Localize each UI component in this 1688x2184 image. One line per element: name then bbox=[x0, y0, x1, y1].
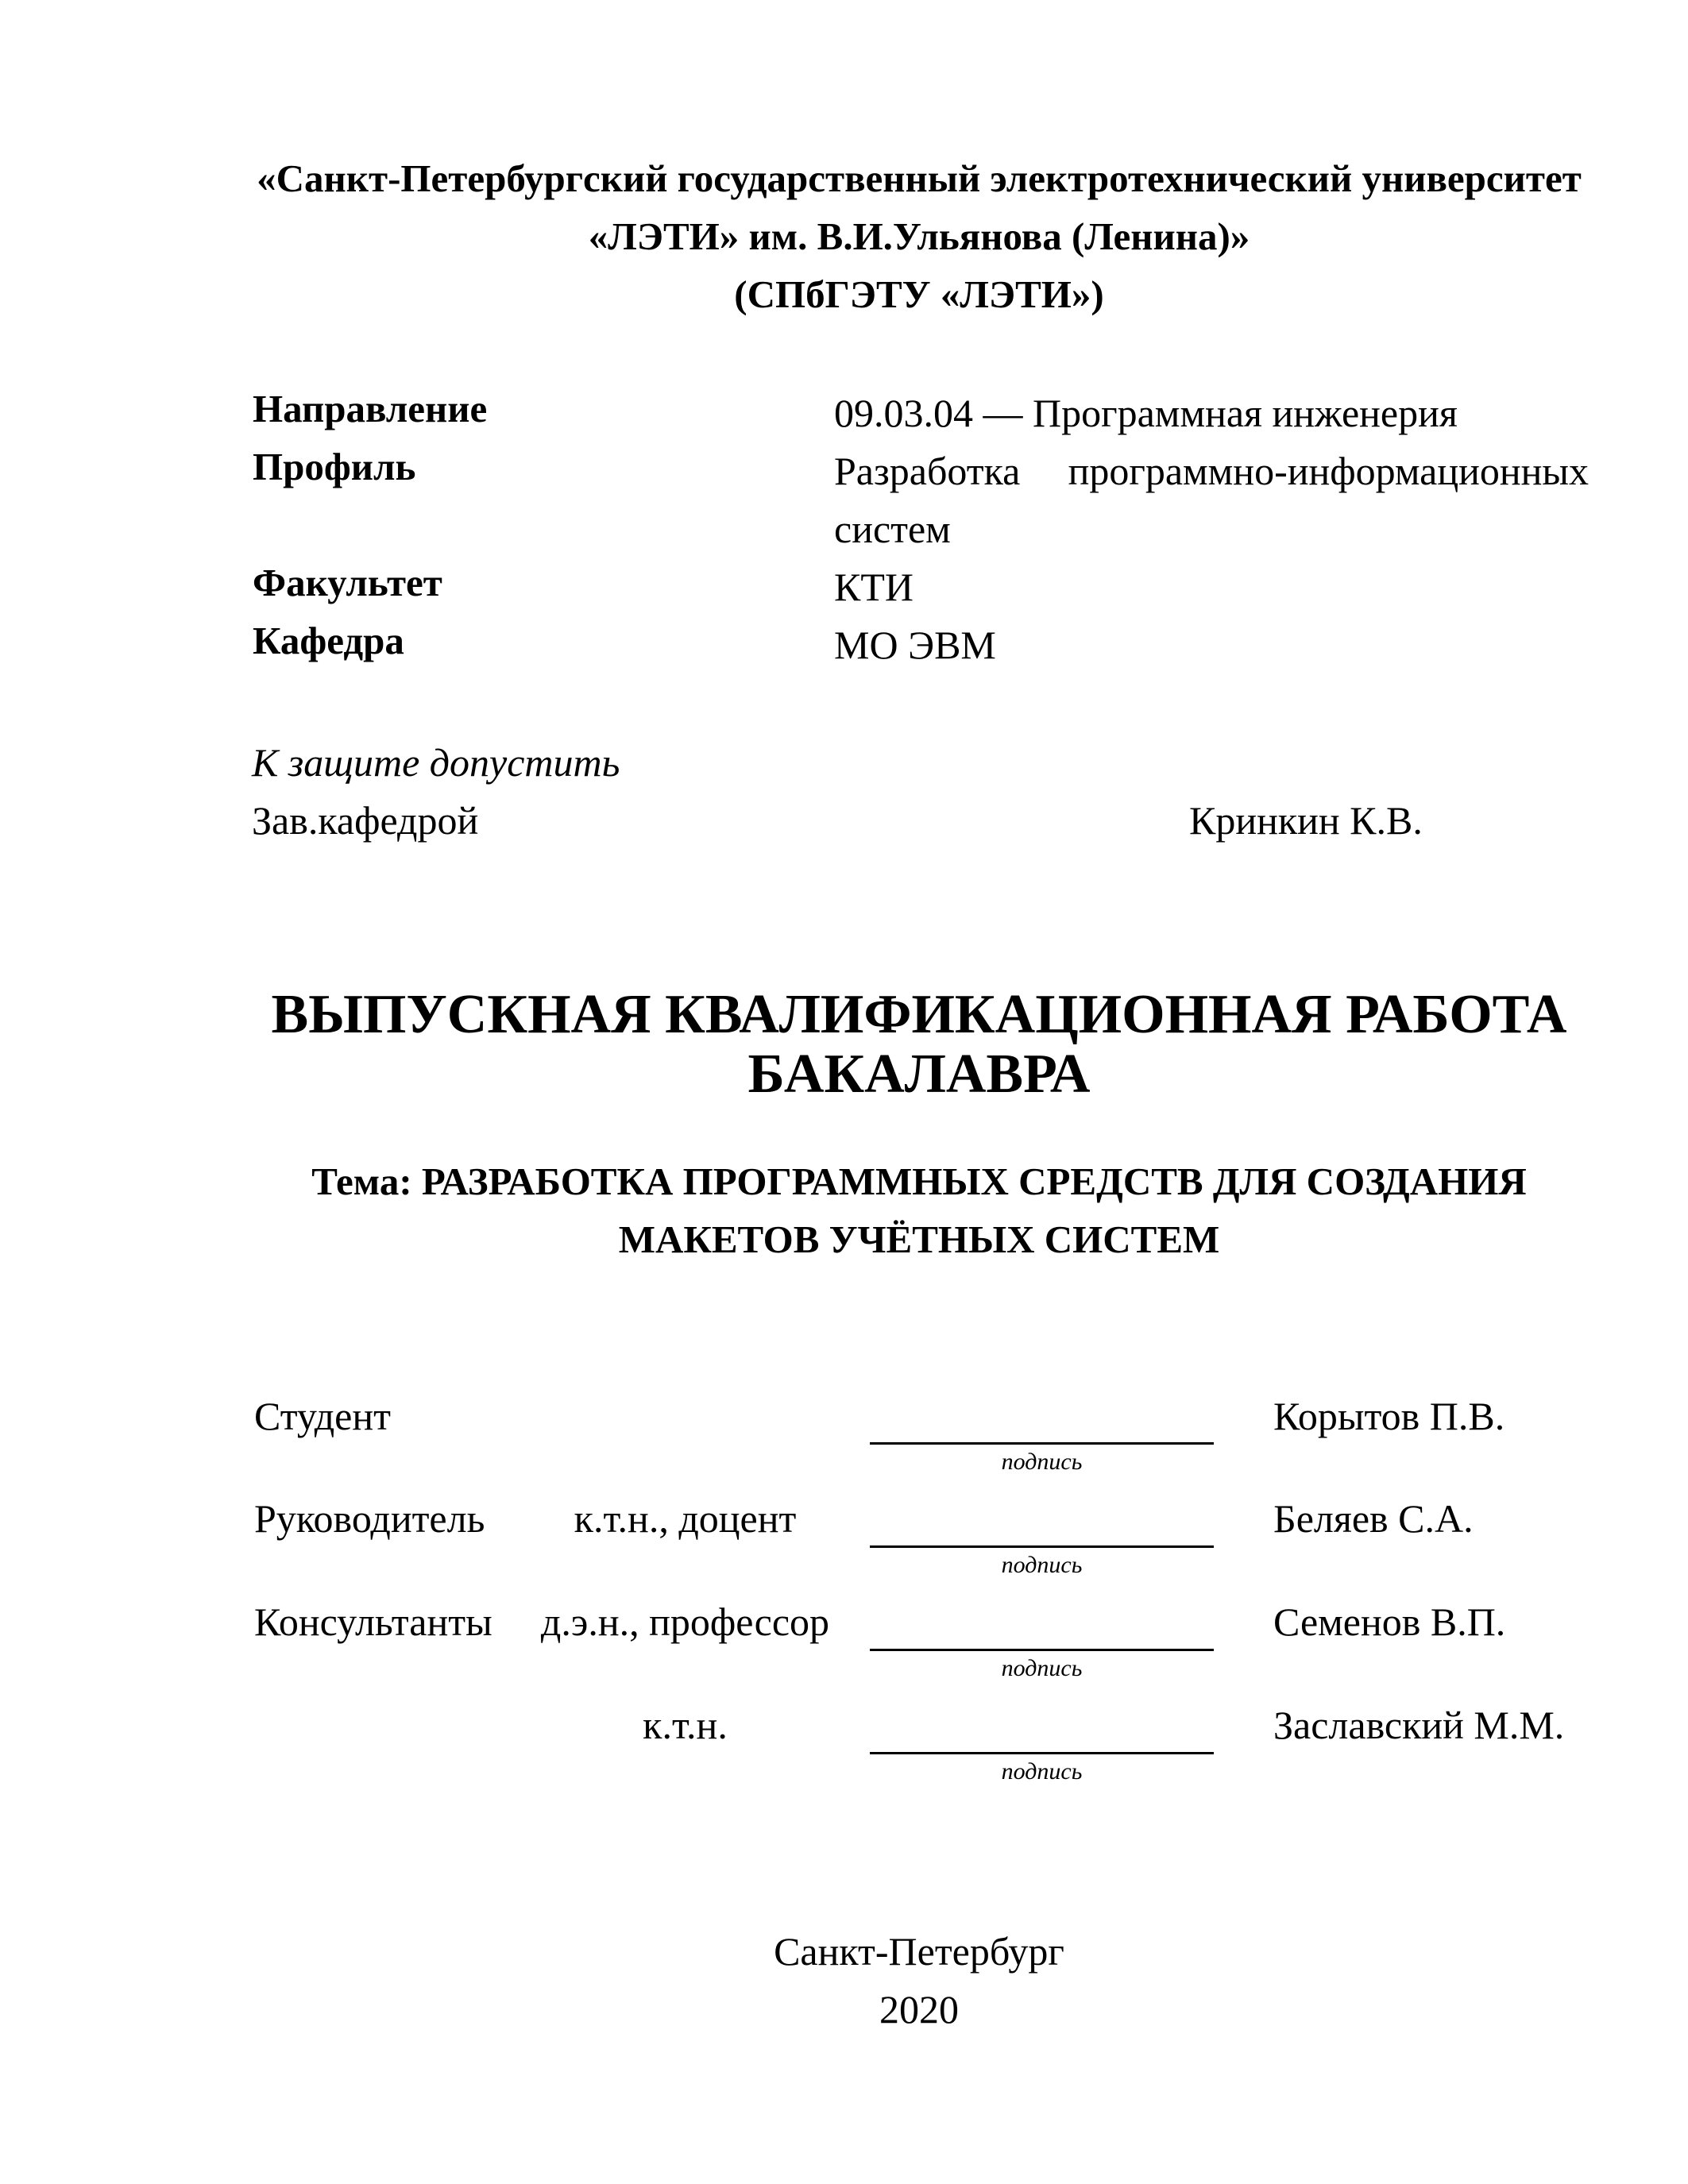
thesis-topic bbox=[249, 1152, 1590, 1268]
footer bbox=[249, 1923, 1590, 2039]
info-value-direction: 09.03.04 — Программная инженерия bbox=[834, 391, 1458, 435]
info-value-department: МО ЭВМ bbox=[834, 623, 996, 667]
signature-name-student: Корытов П.В. bbox=[1273, 1394, 1505, 1438]
thesis-topic-line-1: Тема: РАЗРАБОТКА ПРОГРАММНЫХ СРЕДСТВ ДЛЯ СОЗДАНИЯ bbox=[311, 1160, 1527, 1203]
thesis-topic-line-2: МАКЕТОВ УЧЁТНЫХ СИСТЕМ bbox=[618, 1217, 1220, 1261]
document-title bbox=[249, 985, 1590, 1104]
approval-role: Зав.кафедрой bbox=[252, 798, 479, 843]
signature-line bbox=[870, 1442, 1214, 1445]
signature-qualification: к.т.н., доцент bbox=[574, 1496, 797, 1541]
document-title-line-2: БАКАЛАВРА bbox=[747, 1044, 1091, 1105]
signature-caption: подпись bbox=[1001, 1449, 1083, 1475]
university-header bbox=[249, 149, 1590, 323]
signature-name-consultant-2: Заславский М.М. bbox=[1273, 1703, 1565, 1747]
signature-line bbox=[870, 1752, 1214, 1754]
signature-caption: подпись bbox=[1001, 1758, 1083, 1785]
signature-caption: подпись bbox=[1001, 1552, 1083, 1578]
signature-role-supervisor: Руководитель bbox=[254, 1496, 485, 1541]
approval-name: Кринкин К.В. bbox=[1189, 798, 1423, 843]
university-name-line-1: «Санкт-Петербургский государственный электротехнический университет bbox=[257, 156, 1582, 200]
signature-line bbox=[870, 1545, 1214, 1548]
info-label-faculty: Факультет bbox=[253, 561, 442, 604]
info-value-profile: Разработка программно-информационных систем bbox=[834, 449, 1589, 551]
signature-role-consultants: Консультанты bbox=[254, 1599, 492, 1644]
signature-name-supervisor: Беляев С.А. bbox=[1273, 1496, 1474, 1541]
approval-caption: К защите допустить bbox=[252, 740, 620, 785]
document-title-line-1: ВЫПУСКНАЯ КВАЛИФИКАЦИОННАЯ РАБОТА bbox=[271, 984, 1567, 1045]
signature-qualification: к.т.н. bbox=[643, 1703, 728, 1747]
info-label-department: Кафедра bbox=[253, 619, 404, 662]
signature-role-student: Студент bbox=[254, 1394, 391, 1438]
signature-caption: подпись bbox=[1001, 1655, 1083, 1681]
info-label-direction: Направление bbox=[253, 387, 488, 430]
university-name-line-2: «ЛЭТИ» им. В.И.Ульянова (Ленина)» bbox=[588, 214, 1250, 258]
footer-year: 2020 bbox=[879, 1987, 959, 2032]
info-label-profile: Профиль bbox=[253, 445, 416, 488]
university-abbreviation: (СПбГЭТУ «ЛЭТИ») bbox=[734, 272, 1104, 316]
signature-line bbox=[870, 1649, 1214, 1651]
info-value-faculty: КТИ bbox=[834, 565, 914, 609]
signature-name-consultant-1: Семенов В.П. bbox=[1273, 1599, 1506, 1644]
signature-qualification: д.э.н., профессор bbox=[540, 1599, 830, 1644]
footer-city: Санкт-Петербург bbox=[774, 1929, 1064, 1974]
